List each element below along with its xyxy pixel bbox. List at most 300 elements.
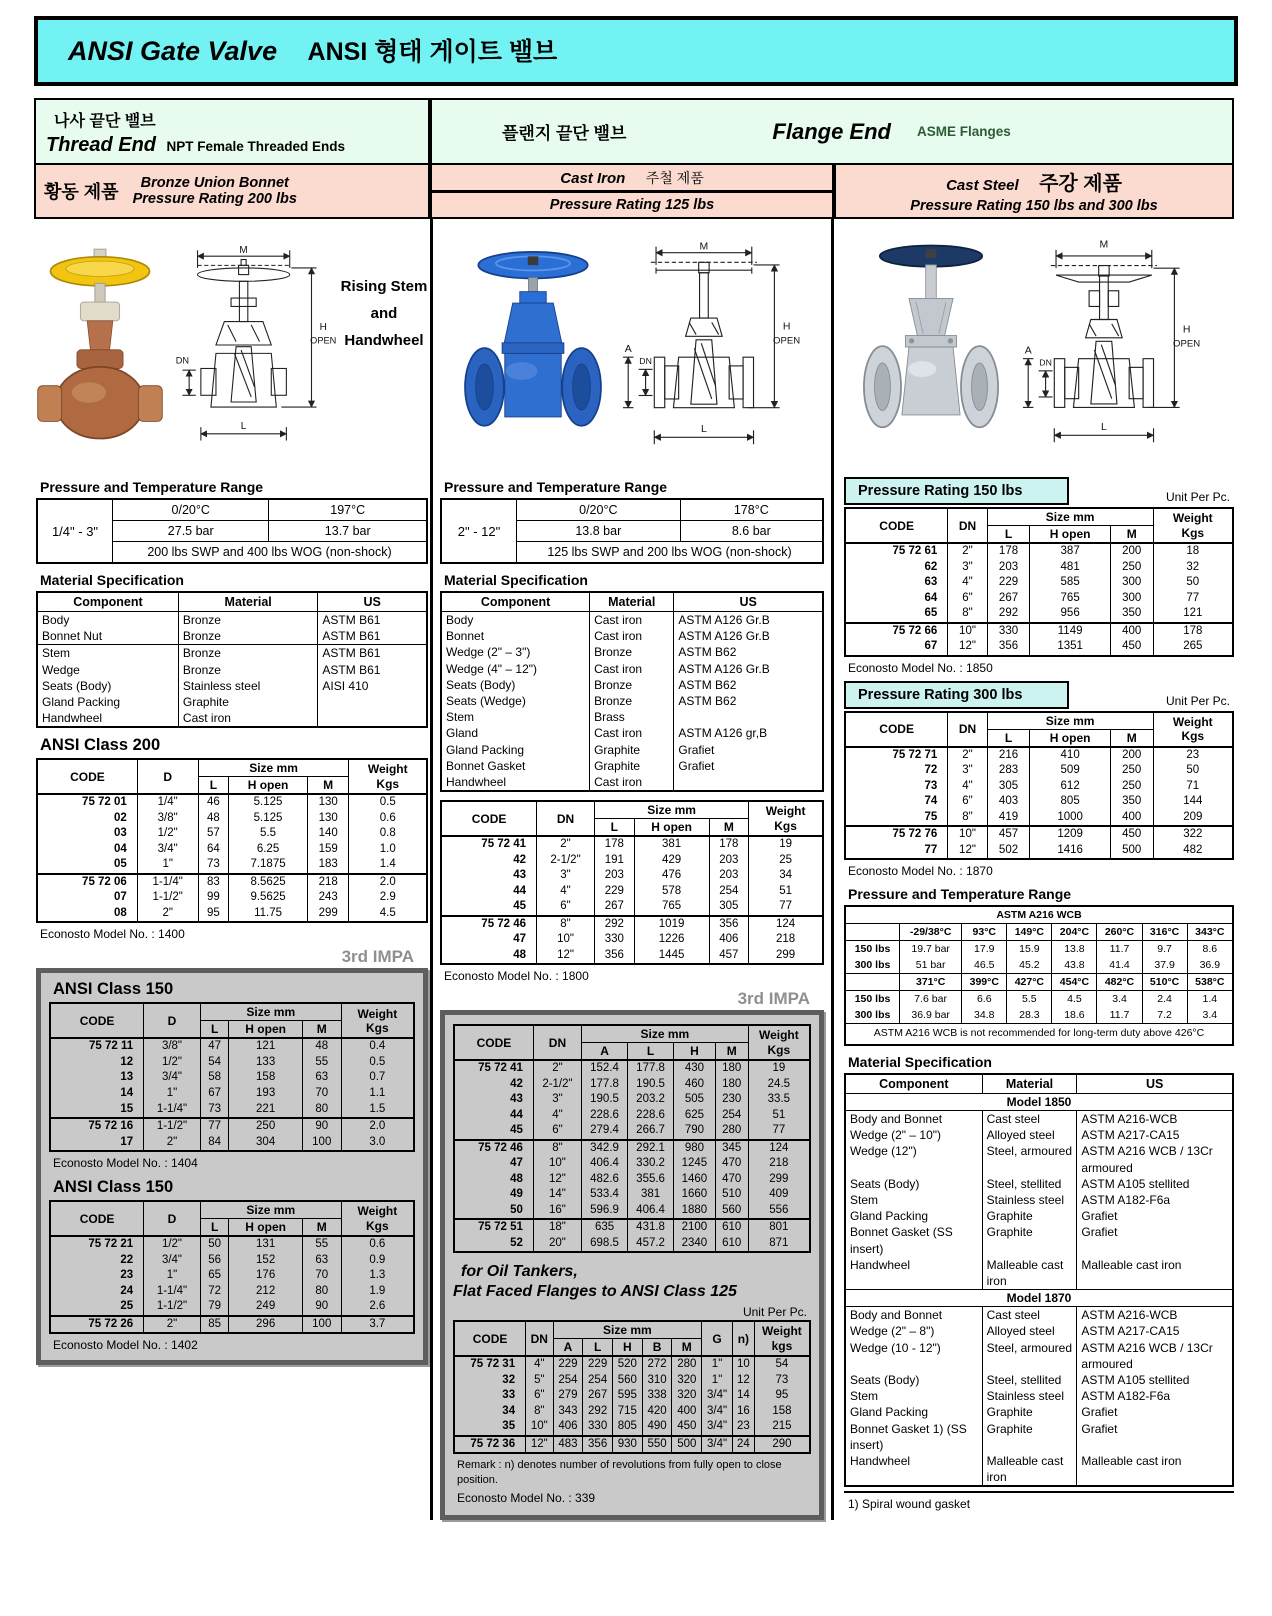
table-row bbox=[441, 628, 823, 644]
table-row bbox=[845, 1224, 1233, 1256]
table-cell: 49 bbox=[454, 1187, 533, 1203]
table-row bbox=[845, 623, 1233, 640]
table-cell: 6.25 bbox=[229, 842, 308, 858]
table-cell: 3/4" bbox=[144, 1070, 201, 1086]
table-cell: 19 bbox=[749, 836, 823, 853]
table-cell: 300 bbox=[1110, 591, 1153, 607]
table-row bbox=[845, 1372, 1233, 1388]
table-row bbox=[50, 1316, 414, 1334]
table-cell: 2" bbox=[537, 836, 595, 853]
table-cell: 190.5 bbox=[628, 1077, 674, 1093]
temp-header-cell: 93°C bbox=[962, 924, 1007, 941]
table-cell: 8" bbox=[537, 916, 595, 933]
material-spec-table bbox=[440, 591, 824, 792]
weight-header bbox=[748, 1025, 810, 1060]
dim-label-open: OPEN bbox=[1173, 338, 1201, 350]
table-cell: Wedge (2" – 3") bbox=[441, 644, 590, 660]
table-row bbox=[845, 810, 1233, 827]
unit-per-pc-oil: Unit Per Pc. bbox=[742, 1305, 807, 1320]
temp-header-cell: 399°C bbox=[962, 974, 1007, 991]
table-cell: 342.9 bbox=[582, 1140, 628, 1157]
table-cell: 51 bbox=[749, 884, 823, 900]
table-cell: 310 bbox=[642, 1373, 672, 1389]
table-cell: 450 bbox=[1110, 826, 1153, 843]
table-cell: 70 bbox=[302, 1086, 341, 1102]
pt-range-table-left bbox=[36, 498, 428, 564]
table-cell: 130 bbox=[307, 794, 349, 811]
table-cell: 150 lbs bbox=[845, 991, 900, 1008]
table-cell: 457 bbox=[987, 826, 1030, 843]
table-cell: 0.9 bbox=[341, 1253, 414, 1269]
table-cell: 267 bbox=[987, 591, 1030, 607]
table-row bbox=[441, 868, 823, 884]
table-cell: 34 bbox=[749, 868, 823, 884]
table-cell: 44 bbox=[454, 1108, 533, 1124]
table-cell: 283 bbox=[987, 763, 1030, 779]
weight-header bbox=[341, 1003, 414, 1038]
table-cell: 457.2 bbox=[628, 1236, 674, 1253]
table-cell: ASTM A126 gr,B bbox=[674, 725, 823, 741]
flange-end-en: Flange End bbox=[772, 118, 891, 144]
rising-stem-line2: and Handwheel bbox=[344, 305, 424, 349]
thread-end-en: Thread End bbox=[46, 134, 157, 156]
table-cell: Stainless steel bbox=[982, 1192, 1077, 1208]
table-cell: 56 bbox=[200, 1253, 229, 1269]
material-spec-table-cast-iron bbox=[440, 591, 824, 792]
table-cell: Grafiet bbox=[1077, 1404, 1233, 1420]
table-cell: 330 bbox=[583, 1419, 613, 1436]
dimension-table bbox=[453, 1024, 811, 1253]
astm-span-header: ASTM A216 WCB bbox=[845, 906, 1233, 924]
dim-label-open: OPEN bbox=[310, 335, 337, 346]
thread-end-ko: 나사 끝단 밸브 bbox=[54, 113, 156, 130]
table-row bbox=[441, 693, 823, 709]
table-cell: Grafiet bbox=[674, 742, 823, 758]
table-cell: 2" bbox=[533, 1060, 581, 1077]
table-cell: 50 bbox=[200, 1236, 229, 1253]
dn-header: DN bbox=[948, 712, 987, 747]
table-cell: 2.9 bbox=[349, 890, 427, 906]
material-spec-table bbox=[844, 1073, 1234, 1488]
table-cell: Body and Bonnet bbox=[845, 1307, 982, 1324]
dimension-table bbox=[36, 758, 428, 923]
table-cell: 292 bbox=[987, 606, 1030, 623]
table-cell: 612 bbox=[1030, 779, 1111, 795]
table-row bbox=[37, 890, 427, 906]
table-row bbox=[845, 1340, 1233, 1372]
temp-header-cell: 538°C bbox=[1187, 974, 1233, 991]
table-cell: 500 bbox=[672, 1436, 702, 1454]
table-cell: 45.2 bbox=[1007, 957, 1052, 974]
table-cell: 356 bbox=[987, 639, 1030, 656]
page-title-bar bbox=[34, 16, 1238, 86]
size-sub-header: L bbox=[628, 1043, 674, 1061]
table-cell: 300 lbs bbox=[845, 957, 900, 974]
dn-header: DN bbox=[526, 1321, 553, 1356]
table-cell: 299 bbox=[748, 1172, 810, 1188]
table-cell: 75 72 36 bbox=[454, 1436, 526, 1454]
table-cell: 19.7 bar bbox=[900, 941, 962, 958]
table-cell: 1/2" bbox=[137, 826, 198, 842]
table-row bbox=[845, 779, 1233, 795]
table-cell: 04 bbox=[37, 842, 137, 858]
model-1850: Econosto Model No. : 1850 bbox=[848, 660, 993, 675]
dimension-table bbox=[844, 507, 1234, 657]
table-cell: 470 bbox=[715, 1156, 748, 1172]
table-cell: 229 bbox=[987, 575, 1030, 591]
table-cell: 560 bbox=[612, 1373, 642, 1389]
table-cell: 429 bbox=[634, 853, 709, 869]
table-cell: AISI 410 bbox=[318, 678, 427, 694]
table-cell: 75 72 46 bbox=[454, 1140, 533, 1157]
table-cell: 1-1/2" bbox=[144, 1118, 201, 1135]
table-cell: 6" bbox=[948, 591, 987, 607]
table-cell: 121 bbox=[1153, 606, 1233, 623]
table-cell: 19 bbox=[748, 1060, 810, 1077]
table-cell: 9.7 bbox=[1142, 941, 1187, 958]
temps-row bbox=[845, 974, 1233, 991]
table-row bbox=[441, 677, 823, 693]
table-cell: 7.2 bbox=[1142, 1007, 1187, 1024]
table-cell: 4.5 bbox=[1052, 991, 1097, 1008]
table-row bbox=[454, 1140, 810, 1157]
table-row bbox=[454, 1419, 810, 1436]
table-row bbox=[454, 1373, 810, 1389]
table-cell: 63 bbox=[302, 1253, 341, 1269]
table-cell: ASTM A126 Gr.B bbox=[674, 661, 823, 677]
table-cell: 75 72 01 bbox=[37, 794, 137, 811]
flange-end-ko: 플랜지 끝단 밸브 bbox=[502, 124, 627, 143]
table-cell: 280 bbox=[672, 1356, 702, 1373]
table-cell: ASTM A216-WCB bbox=[1077, 1111, 1233, 1128]
table-row bbox=[37, 811, 427, 827]
class150b-title: ANSI Class 150 bbox=[53, 1178, 174, 1197]
table-cell: 635 bbox=[582, 1219, 628, 1236]
cast-steel-column bbox=[834, 219, 1234, 1520]
table-cell: 381 bbox=[628, 1187, 674, 1203]
table-cell: Stainless steel bbox=[982, 1388, 1077, 1404]
table-cell: 1.3 bbox=[341, 1268, 414, 1284]
end-type-band bbox=[34, 98, 1238, 165]
model-1404: Econosto Model No. : 1404 bbox=[53, 1156, 198, 1171]
table-row bbox=[845, 1421, 1233, 1453]
table-cell: 16 bbox=[732, 1404, 754, 1420]
table-cell: 50 bbox=[1153, 575, 1233, 591]
ms-col-header: Component bbox=[441, 592, 590, 612]
table-cell: 215 bbox=[754, 1419, 810, 1436]
table-cell: Gland Packing bbox=[37, 694, 178, 710]
table-cell: 3/4" bbox=[702, 1419, 733, 1436]
table-cell: 1" bbox=[144, 1268, 201, 1284]
table-cell: 75 72 26 bbox=[50, 1316, 144, 1334]
table-row bbox=[845, 1208, 1233, 1224]
material-spec-table-bronze bbox=[36, 591, 428, 728]
cast-steel-valve-photo bbox=[856, 227, 1006, 467]
table-cell: 1.5 bbox=[341, 1102, 414, 1119]
table-cell: 299 bbox=[307, 906, 349, 923]
dn-header: D bbox=[144, 1201, 201, 1236]
ms-title-right: Material Specification bbox=[848, 1053, 992, 1070]
table-cell: 79 bbox=[200, 1299, 229, 1316]
table-cell: 221 bbox=[229, 1102, 302, 1119]
table-cell: Handwheel bbox=[441, 774, 590, 791]
table-cell: 15.9 bbox=[1007, 941, 1052, 958]
table-cell: 228.6 bbox=[582, 1108, 628, 1124]
table-cell: 406.4 bbox=[582, 1156, 628, 1172]
temp-header-cell: 427°C bbox=[1007, 974, 1052, 991]
table-cell: 42 bbox=[441, 853, 537, 869]
table-cell: Wedge (4" – 12") bbox=[441, 661, 590, 677]
table-cell: 279 bbox=[553, 1388, 583, 1404]
table-row bbox=[37, 794, 427, 811]
table-cell: 07 bbox=[37, 890, 137, 906]
table-cell: 410 bbox=[1030, 747, 1111, 764]
table-cell: Bonnet Gasket 1) (SS insert) bbox=[845, 1421, 982, 1453]
model-label: Model 1850 bbox=[845, 1093, 1233, 1110]
table-cell: 34 bbox=[454, 1404, 526, 1420]
table-cell: 178 bbox=[709, 836, 749, 853]
table-cell: 23 bbox=[732, 1419, 754, 1436]
dimension-table bbox=[49, 1002, 415, 1152]
temp-header-cell: 149°C bbox=[1007, 924, 1052, 941]
dimension-table bbox=[453, 1320, 811, 1454]
dim-label-h: H bbox=[1182, 324, 1191, 336]
table-cell: Stem bbox=[845, 1192, 982, 1208]
temp-header-cell bbox=[845, 924, 900, 941]
table-cell: 520 bbox=[612, 1356, 642, 1373]
size-sub-header: L bbox=[594, 819, 634, 837]
table-cell: 350 bbox=[1110, 794, 1153, 810]
model-339: Econosto Model No. : 339 bbox=[457, 1491, 596, 1506]
table-row bbox=[845, 826, 1233, 843]
table-cell: 180 bbox=[715, 1060, 748, 1077]
table-cell: 1880 bbox=[674, 1203, 716, 1220]
dn-header: DN bbox=[533, 1025, 581, 1060]
table-cell: 229 bbox=[553, 1356, 583, 1373]
table-cell: 765 bbox=[634, 899, 709, 916]
table-row bbox=[50, 1070, 414, 1086]
cast-iron-dim-table bbox=[440, 800, 824, 965]
table-cell: 610 bbox=[715, 1219, 748, 1236]
table-cell: 400 bbox=[672, 1404, 702, 1420]
table-cell: 48 bbox=[302, 1038, 341, 1055]
size-sub-header: M bbox=[715, 1043, 748, 1061]
model-1800: Econosto Model No. : 1800 bbox=[444, 969, 589, 984]
table-cell: 16" bbox=[533, 1203, 581, 1220]
table-cell: 6.6 bbox=[962, 991, 1007, 1008]
weight-header-line: Weight bbox=[1172, 511, 1213, 526]
table-cell: 1209 bbox=[1030, 826, 1111, 843]
table-cell: 6" bbox=[526, 1388, 553, 1404]
table-cell: 51 bar bbox=[900, 957, 962, 974]
table-cell: 84 bbox=[200, 1135, 229, 1152]
table-row bbox=[845, 543, 1233, 560]
weight-header-line: Weight bbox=[765, 804, 806, 819]
table-cell: ASTM B61 bbox=[318, 662, 427, 678]
table-cell: ASTM B61 bbox=[318, 645, 427, 662]
table-row bbox=[454, 1404, 810, 1420]
table-row bbox=[454, 1219, 810, 1236]
table-row bbox=[441, 774, 823, 791]
table-cell: 2" bbox=[948, 747, 987, 764]
table-cell: 3/8" bbox=[137, 811, 198, 827]
table-cell: Steel, stellited bbox=[982, 1372, 1077, 1388]
table-cell: 05 bbox=[37, 857, 137, 874]
table-row bbox=[50, 1268, 414, 1284]
table-cell: 203 bbox=[594, 868, 634, 884]
table-cell: Cast steel bbox=[982, 1111, 1077, 1128]
table-cell: 0.6 bbox=[341, 1236, 414, 1253]
table-row bbox=[454, 1436, 810, 1454]
table-cell: Stem bbox=[441, 709, 590, 725]
model-1400: Econosto Model No. : 1400 bbox=[40, 927, 185, 942]
table-cell: 556 bbox=[748, 1203, 810, 1220]
table-cell: 65 bbox=[200, 1268, 229, 1284]
code-header: CODE bbox=[50, 1003, 144, 1038]
table-cell: 52 bbox=[454, 1236, 533, 1253]
table-cell: 250 bbox=[229, 1118, 302, 1135]
table-cell: 482.6 bbox=[582, 1172, 628, 1188]
table-cell: 1019 bbox=[634, 916, 709, 933]
table-cell: Alloyed steel bbox=[982, 1323, 1077, 1339]
dim-label-l: L bbox=[1101, 422, 1107, 434]
table-cell: 254 bbox=[709, 884, 749, 900]
table-cell: 178 bbox=[1153, 623, 1233, 640]
table-cell: 420 bbox=[642, 1404, 672, 1420]
table-cell: 73 bbox=[845, 779, 948, 795]
table-cell: 48 bbox=[198, 811, 229, 827]
material-spec-table-cast-steel bbox=[844, 1073, 1234, 1488]
table-cell: 177.8 bbox=[628, 1060, 674, 1077]
table-cell: 229 bbox=[594, 884, 634, 900]
table-cell: 4" bbox=[948, 779, 987, 795]
table-cell: 305 bbox=[987, 779, 1030, 795]
table-cell: Gland Packing bbox=[845, 1404, 982, 1420]
table-row bbox=[845, 1127, 1233, 1143]
table-cell: 190.5 bbox=[582, 1092, 628, 1108]
table-cell: 32 bbox=[454, 1373, 526, 1389]
table-cell: 58 bbox=[200, 1070, 229, 1086]
table-cell: 75 72 51 bbox=[454, 1219, 533, 1236]
ms-col-header: US bbox=[674, 592, 823, 612]
size-header: Size mm bbox=[582, 1025, 749, 1043]
table-cell: ASTM A126 Gr.B bbox=[674, 612, 823, 629]
table-cell: 209 bbox=[1153, 810, 1233, 827]
pt-note: 200 lbs SWP and 400 lbs WOG (non-shock) bbox=[113, 542, 428, 564]
weight-header-line: Weight bbox=[758, 1028, 799, 1043]
table-cell: 54 bbox=[200, 1055, 229, 1071]
table-cell: 290 bbox=[754, 1436, 810, 1454]
table-cell bbox=[318, 694, 427, 710]
table-cell: 18.6 bbox=[1052, 1007, 1097, 1024]
table-cell: 24.5 bbox=[748, 1077, 810, 1093]
table-cell: 178 bbox=[987, 543, 1030, 560]
table-cell: 3/4" bbox=[702, 1436, 733, 1454]
table-cell: 387 bbox=[1030, 543, 1111, 560]
oil-tankers-table bbox=[453, 1320, 811, 1454]
table-cell: 72 bbox=[200, 1284, 229, 1300]
table-cell: 585 bbox=[1030, 575, 1111, 591]
table-cell: Wedge (10 - 12") bbox=[845, 1340, 982, 1372]
table-row bbox=[845, 1143, 1233, 1175]
table-row bbox=[37, 628, 427, 645]
bronze-column bbox=[34, 219, 430, 1520]
table-cell: 65 bbox=[845, 606, 948, 623]
pt-temp2: 197°C bbox=[269, 499, 427, 521]
table-cell: 279.4 bbox=[582, 1123, 628, 1140]
table-cell: Seats (Body) bbox=[37, 678, 178, 694]
cast-iron-valve-photo bbox=[458, 229, 608, 469]
bronze-header bbox=[34, 165, 430, 219]
table-cell: 4.5 bbox=[349, 906, 427, 923]
unit-per-pc-150: Unit Per Pc. bbox=[1165, 490, 1230, 504]
table-cell: 8" bbox=[948, 810, 987, 827]
table-row bbox=[454, 1203, 810, 1220]
cast-steel-rating: Pressure Rating 150 lbs and 300 lbs bbox=[910, 198, 1158, 214]
table-cell: 73 bbox=[754, 1373, 810, 1389]
weight-header bbox=[749, 801, 823, 836]
table-cell: 1660 bbox=[674, 1187, 716, 1203]
pt-press2: 13.7 bar bbox=[269, 521, 427, 542]
table-cell: 560 bbox=[715, 1203, 748, 1220]
size-sub-header: M bbox=[307, 777, 349, 795]
table-row bbox=[845, 606, 1233, 623]
weight-header bbox=[754, 1321, 810, 1356]
table-cell: 33.5 bbox=[748, 1092, 810, 1108]
table-cell: 203 bbox=[709, 853, 749, 869]
table-cell: 0.6 bbox=[349, 811, 427, 827]
table-cell: 44 bbox=[441, 884, 537, 900]
table-cell: 11.75 bbox=[229, 906, 308, 923]
dimension-table bbox=[49, 1200, 415, 1334]
table-cell: 176 bbox=[229, 1268, 302, 1284]
table-cell: Seats (Body) bbox=[441, 677, 590, 693]
table-cell: 12 bbox=[732, 1373, 754, 1389]
table-cell: Cast iron bbox=[590, 612, 674, 629]
table-row bbox=[845, 639, 1233, 656]
table-cell: 124 bbox=[748, 1140, 810, 1157]
table-cell: 47 bbox=[441, 932, 537, 948]
size-sub-header: H open bbox=[1030, 526, 1111, 544]
dim-label-h: H bbox=[319, 321, 327, 333]
table-cell: Gland Packing bbox=[845, 1208, 982, 1224]
table-row bbox=[845, 1192, 1233, 1208]
model-1402: Econosto Model No. : 1402 bbox=[53, 1338, 198, 1353]
table-cell: 296 bbox=[229, 1316, 302, 1334]
table-cell: 64 bbox=[198, 842, 229, 858]
table-cell: 267 bbox=[583, 1388, 613, 1404]
table-cell: 805 bbox=[1030, 794, 1111, 810]
dn-header: DN bbox=[948, 508, 987, 543]
table-cell: 228.6 bbox=[628, 1108, 674, 1124]
table-cell: 1226 bbox=[634, 932, 709, 948]
spiral-gasket-footnote: 1) Spiral wound gasket bbox=[844, 1491, 1234, 1511]
table-row bbox=[50, 1055, 414, 1071]
table-cell: 229 bbox=[583, 1356, 613, 1373]
table-cell: 47 bbox=[454, 1156, 533, 1172]
table-cell: 45 bbox=[454, 1123, 533, 1140]
table-cell: 406 bbox=[553, 1419, 583, 1436]
table-cell: 765 bbox=[1030, 591, 1111, 607]
table-row bbox=[441, 742, 823, 758]
table-cell: 12" bbox=[948, 639, 987, 656]
table-row bbox=[441, 644, 823, 660]
table-cell: 90 bbox=[302, 1118, 341, 1135]
table-cell: 280 bbox=[715, 1123, 748, 1140]
table-cell: 2-1/2" bbox=[533, 1077, 581, 1093]
table-row bbox=[454, 1236, 810, 1253]
cast-iron-en: Cast Iron bbox=[560, 170, 626, 187]
